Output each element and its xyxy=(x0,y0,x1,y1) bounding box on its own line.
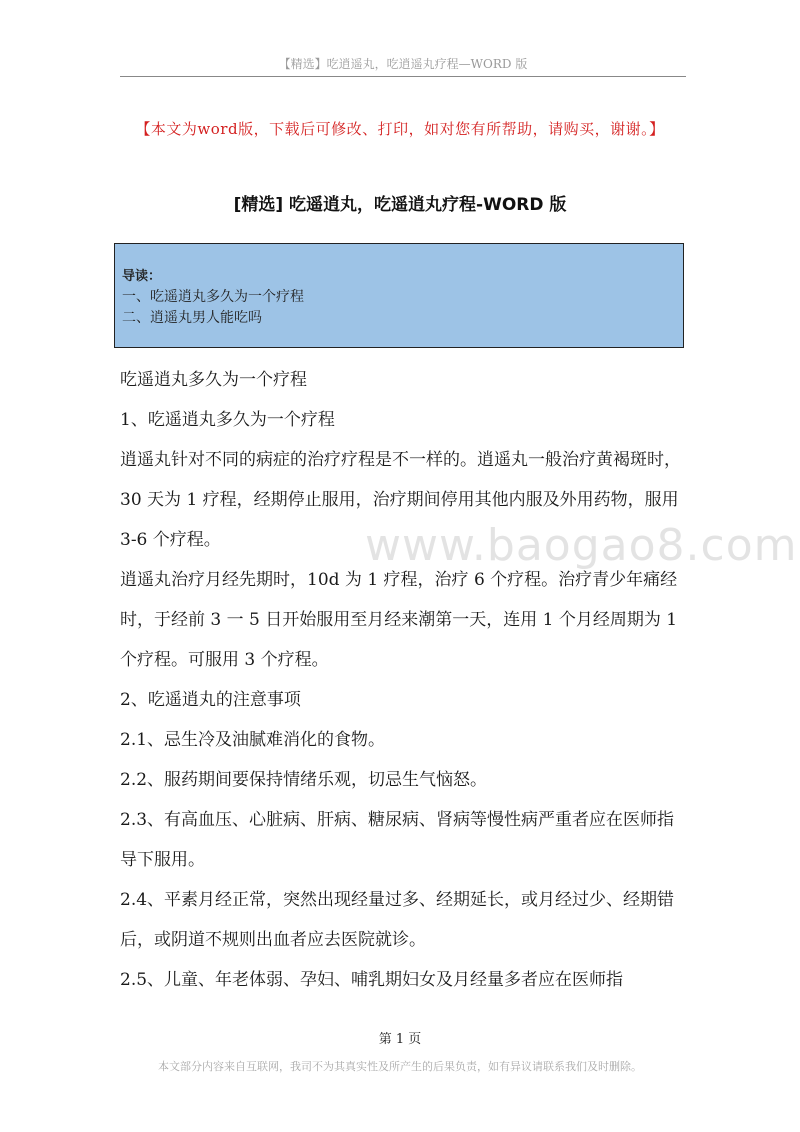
list-item: 2.2、服药期间要保持情绪乐观，切忌生气恼怒。 xyxy=(120,770,488,790)
section-heading: 吃遥逍丸多久为一个疗程 xyxy=(120,370,307,390)
list-item: 2.4、平素月经正常，突然出现经量过多、经期延长，或月经过少、经期错后，或阴道不规则出血者应去医院就诊。 xyxy=(120,890,675,950)
guide-item: 二、逍遥丸男人能吃吗 xyxy=(122,310,262,326)
header-divider xyxy=(120,76,686,77)
body-paragraph: 逍遥丸针对不同的病症的治疗疗程是不一样的。逍遥丸一般治疗黄褐斑时，30 天为 1 疗程，经期停止服用，治疗期间停用其他内服及外用药物，服用 3-6 个疗程。 xyxy=(120,450,681,550)
document-title: [精选] 吃遥逍丸，吃遥逍丸疗程-WORD 版 xyxy=(233,195,567,215)
list-item: 2.3、有高血压、心脏病、肝病、糖尿病、肾病等慢性病严重者应在医师指导下服用。 xyxy=(120,810,675,870)
subsection-heading: 2、吃遥逍丸的注意事项 xyxy=(120,690,301,710)
page-footer: 本文部分内容来自互联网，我司不为其真实性及所产生的后果负责，如有异议请联系我们及时删除。 xyxy=(158,1060,642,1073)
guide-item: 一、吃遥逍丸多久为一个疗程 xyxy=(122,289,304,305)
list-item: 2.5、儿童、年老体弱、孕妇、哺乳期妇女及月经量多者应在医师指 xyxy=(120,970,624,990)
page-header: 【精选】吃逍遥丸，吃逍遥丸疗程—WORD 版 xyxy=(278,57,528,71)
list-item: 2.1、忌生冷及油腻难消化的食物。 xyxy=(120,730,386,750)
guide-heading: 导读： xyxy=(122,269,162,284)
guide-box xyxy=(114,243,684,348)
watermark: www.baogao8.com xyxy=(365,520,798,571)
body-paragraph: 逍遥丸治疗月经先期时，10d 为 1 疗程，治疗 6 个疗程。治疗青少年痛经时，于经前 3 一 5 日开始服用至月经来潮第一天，连用 1 个月经周期为 1 个疗程。可服用 3 个疗程。 xyxy=(120,570,678,670)
word-version-notice: 【本文为word版，下载后可修改、打印，如对您有所帮助，请购买，谢谢。】 xyxy=(135,120,665,138)
document-body xyxy=(120,360,686,1000)
subsection-heading: 1、吃遥逍丸多久为一个疗程 xyxy=(120,410,335,430)
page-number: 第 1 页 xyxy=(378,1032,422,1047)
